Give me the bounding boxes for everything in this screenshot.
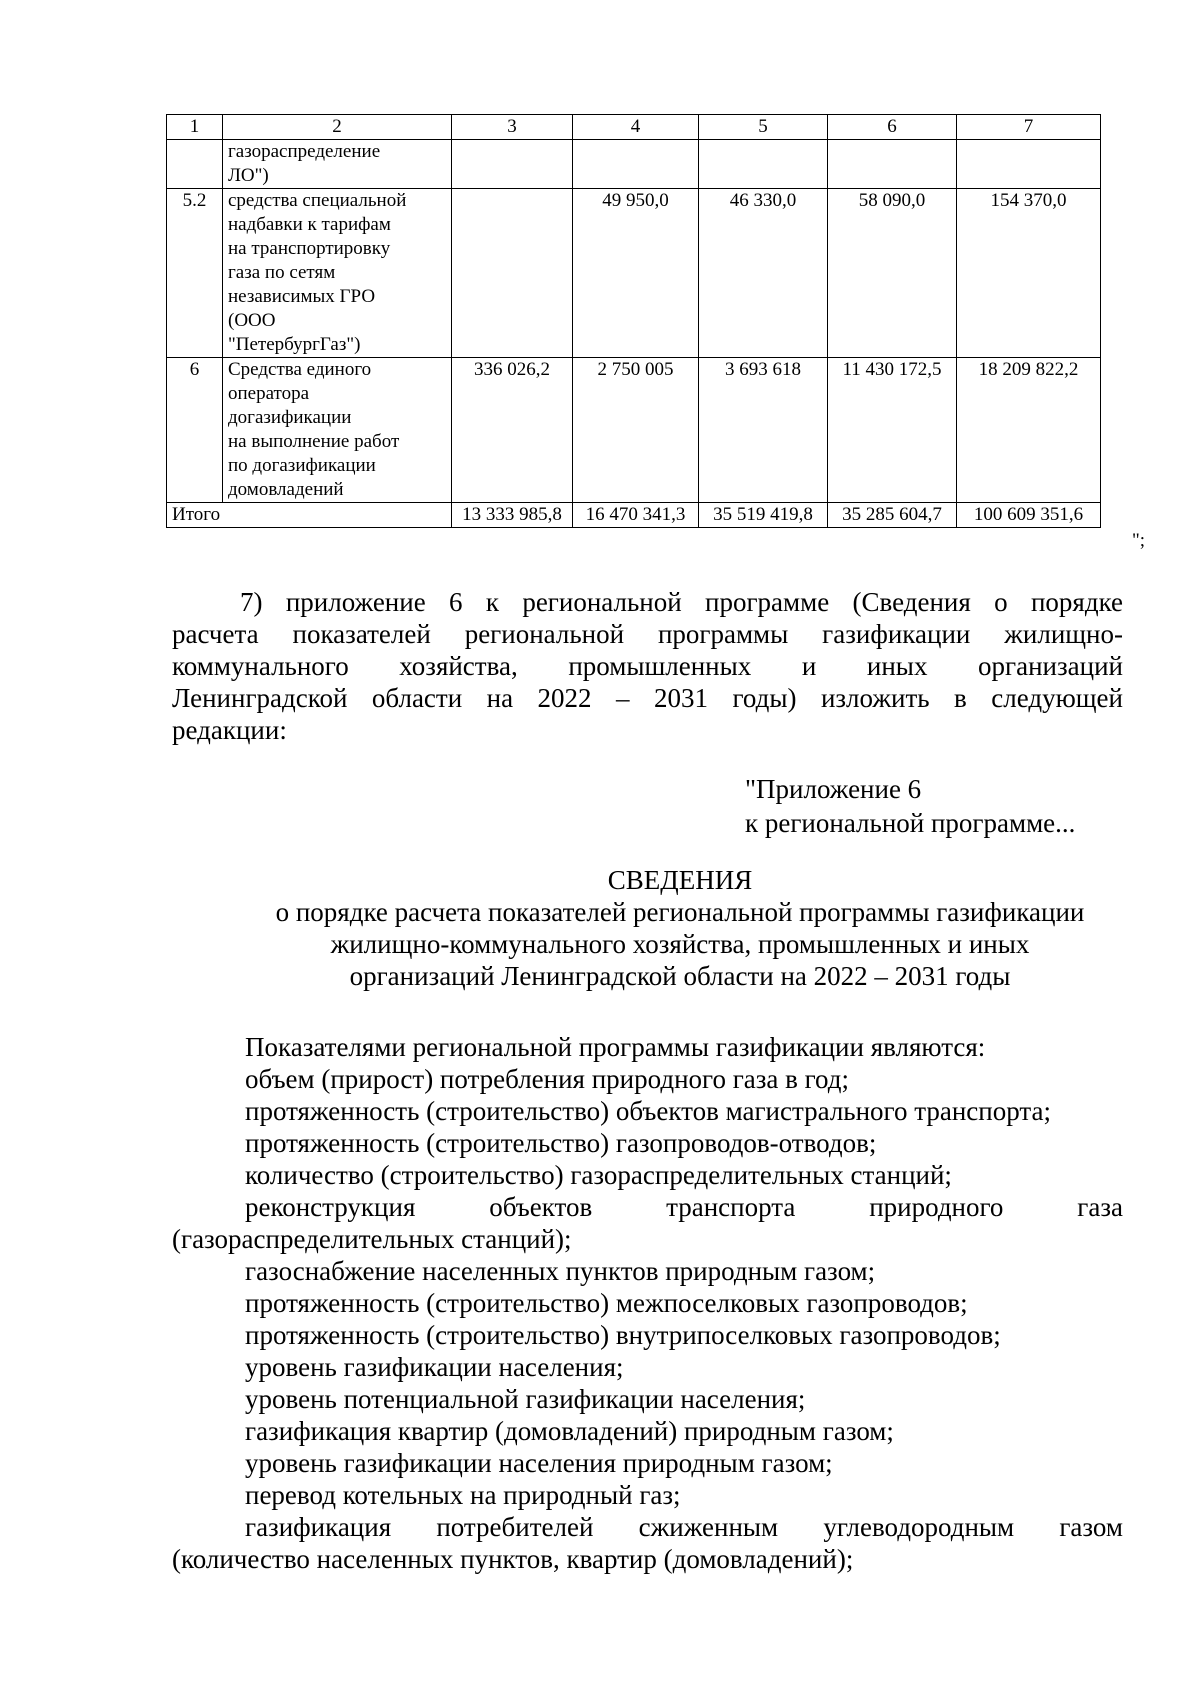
cell-value: 154 370,0	[957, 189, 1101, 358]
heading-subtitle-line: жилищно-коммунального хозяйства, промышленных и иных	[330, 929, 1030, 959]
cell-value: 18 209 822,2	[957, 358, 1101, 503]
paragraph-line: коммунального хозяйства, промышленных и иных организаций	[172, 651, 1123, 681]
header-cell: 7	[957, 115, 1101, 140]
paragraph-line: 7) приложение 6 к региональной программе (Сведения о порядке	[240, 587, 1123, 617]
header-cell: 6	[828, 115, 957, 140]
cell-value: 49 950,0	[573, 189, 699, 358]
header-cell: 5	[699, 115, 828, 140]
indicators-list	[172, 1031, 1123, 1575]
row-number: 5.2	[167, 189, 223, 358]
list-item: уровень газификации населения;	[245, 1352, 624, 1382]
section-heading	[172, 864, 1188, 992]
total-value: 35 519 419,8	[699, 503, 828, 528]
row-name: Средства единого оператора догазификации на выполнение работ по догазификации домовладений	[223, 358, 452, 503]
total-value: 35 285 604,7	[828, 503, 957, 528]
list-item: протяженность (строительство) внутрипоселковых газопроводов;	[245, 1320, 1001, 1350]
header-cell: 3	[452, 115, 573, 140]
total-value: 16 470 341,3	[573, 503, 699, 528]
heading-subtitle-line: организаций Ленинградской области на 2022 – 2031 годы	[349, 961, 1011, 991]
list-item: газоснабжение населенных пунктов природным газом;	[245, 1256, 876, 1286]
paragraph-line: редакции:	[172, 715, 287, 745]
list-item	[172, 1191, 1123, 1223]
header-cell: 4	[573, 115, 699, 140]
cell-value: 58 090,0	[828, 189, 957, 358]
table-row	[167, 189, 1101, 358]
paragraph-line: расчета показателей региональной программы газификации жилищно-	[172, 619, 1123, 649]
cell-value: 336 026,2	[452, 358, 573, 503]
list-item: протяженность (строительство) газопроводов-отводов;	[245, 1128, 877, 1158]
total-label: Итого	[167, 503, 452, 528]
list-intro: Показателями региональной программы газификации являются:	[245, 1032, 986, 1062]
cell-value	[957, 140, 1101, 189]
list-item: уровень потенциальной газификации населения;	[245, 1384, 806, 1414]
header-cell: 2	[223, 115, 452, 140]
list-item: перевод котельных на природный газ;	[245, 1480, 681, 1510]
cell-value	[452, 189, 573, 358]
list-item: протяженность (строительство) объектов магистрального транспорта;	[245, 1096, 1051, 1126]
cell-value	[452, 140, 573, 189]
row-name: газораспределение ЛО")	[223, 140, 452, 189]
paragraph-line: Ленинградской области на 2022 – 2031 годы) изложить в следующей	[172, 683, 1123, 713]
appendix-line: "Приложение 6	[745, 774, 922, 804]
appendix-line: к региональной программе...	[745, 808, 1076, 838]
cell-value	[828, 140, 957, 189]
list-item: количество (строительство) газораспределительных станций;	[245, 1160, 952, 1190]
list-item: протяженность (строительство) межпоселковых газопроводов;	[245, 1288, 968, 1318]
budget-table	[166, 114, 1101, 528]
cell-value	[573, 140, 699, 189]
header-cell: 1	[167, 115, 223, 140]
list-item-continuation: (количество населенных пунктов, квартир (домовладений);	[172, 1544, 854, 1574]
list-item	[172, 1511, 1123, 1543]
table-total-row	[167, 503, 1101, 528]
table-closing-quote: ";	[1132, 530, 1146, 551]
row-number	[167, 140, 223, 189]
amendment-paragraph	[172, 586, 1123, 746]
appendix-caption	[745, 772, 1075, 840]
heading-title: СВЕДЕНИЯ	[607, 865, 753, 895]
table-row	[167, 140, 1101, 189]
cell-value: 3 693 618	[699, 358, 828, 503]
cell-value	[699, 140, 828, 189]
list-item-line: реконструкция объектов транспорта природного газа	[245, 1192, 1123, 1222]
cell-value: 11 430 172,5	[828, 358, 957, 503]
row-name: средства специальной надбавки к тарифам на транспортировку газа по сетям независимых ГРО (ООО "ПетербургГаз")	[223, 189, 452, 358]
cell-value: 2 750 005	[573, 358, 699, 503]
list-item: газификация квартир (домовладений) природным газом;	[245, 1416, 894, 1446]
table-header-row	[167, 115, 1101, 140]
total-value: 100 609 351,6	[957, 503, 1101, 528]
list-item-continuation: (газораспределительных станций);	[172, 1224, 572, 1254]
list-item: объем (прирост) потребления природного газа в год;	[245, 1064, 850, 1094]
list-item-line: газификация потребителей сжиженным углеводородным газом	[245, 1512, 1123, 1542]
cell-value: 46 330,0	[699, 189, 828, 358]
row-number: 6	[167, 358, 223, 503]
heading-subtitle-line: о порядке расчета показателей региональной программы газификации	[275, 897, 1085, 927]
list-item: уровень газификации населения природным газом;	[245, 1448, 833, 1478]
total-value: 13 333 985,8	[452, 503, 573, 528]
table-row	[167, 358, 1101, 503]
